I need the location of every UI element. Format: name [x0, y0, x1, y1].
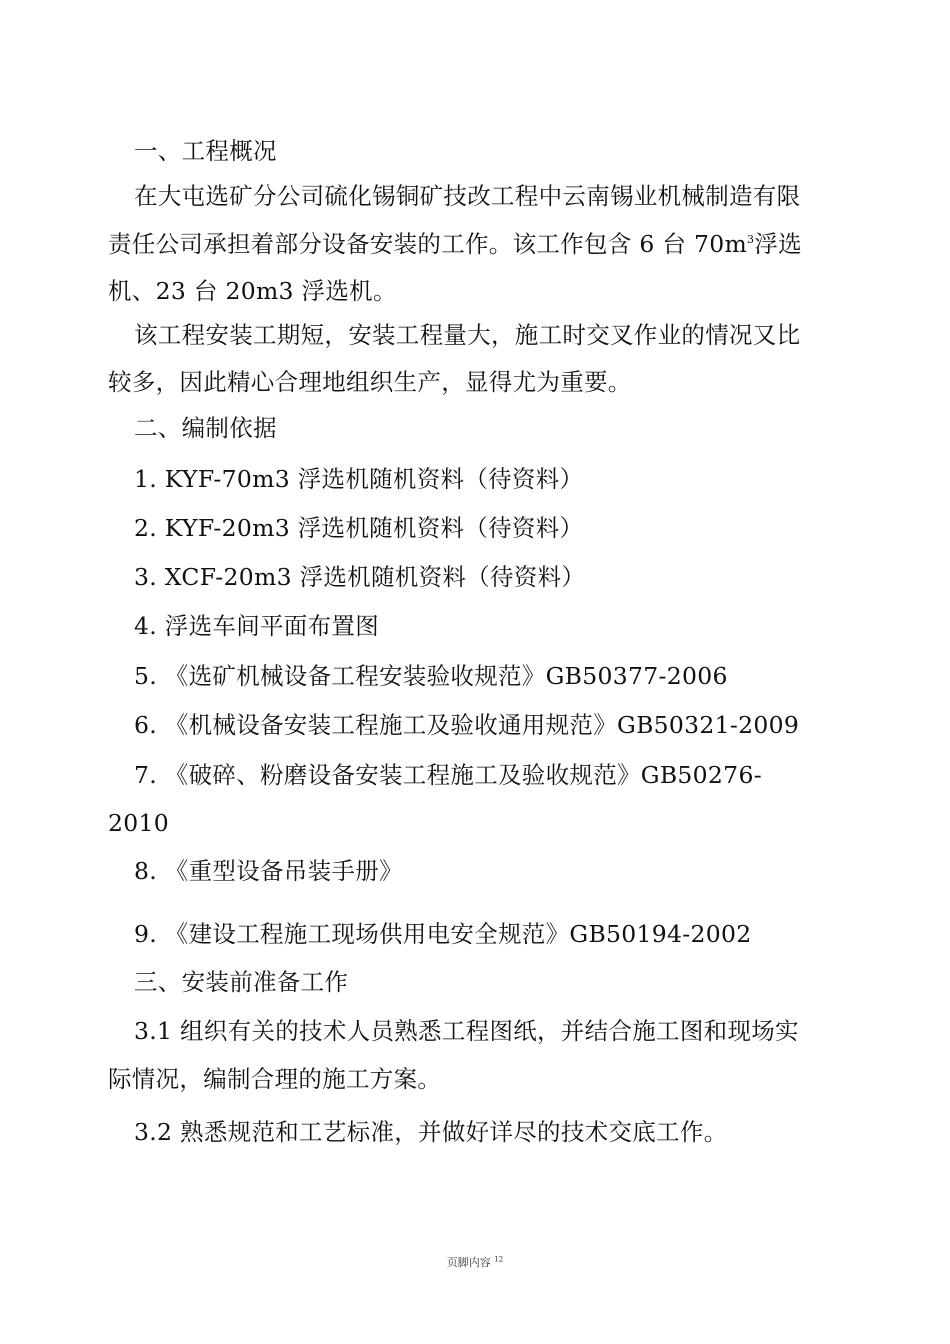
- section-heading-2: 二、编制依据: [134, 414, 277, 442]
- item-3-1-line-1: 3.1 组织有关的技术人员熟悉工程图纸，并结合施工图和现场实: [134, 1017, 799, 1045]
- reference-item-8: 8. 《重型设备吊装手册》: [134, 857, 403, 885]
- page-footer: [0, 1254, 950, 1270]
- reference-item-7: 7. 《破碎、粉磨设备安装工程施工及验收规范》GB50276-: [134, 761, 762, 789]
- superscript-3: 3: [747, 233, 755, 247]
- paragraph-1-line-2: [108, 230, 802, 258]
- item-3-1-line-2: 际情况，编制合理的施工方案。: [108, 1065, 442, 1093]
- paragraph-2-line-1: 该工程安装工期短，安装工程量大，施工时交叉作业的情况又比: [134, 321, 801, 349]
- footer-label: 页脚内容: [446, 1256, 491, 1269]
- reference-item-4: 4. 浮选车间平面布置图: [134, 612, 379, 640]
- paragraph-2-line-2: 较多，因此精心合理地组织生产，显得尤为重要。: [108, 368, 632, 396]
- paragraph-1-line-1: 在大屯选矿分公司硫化锡铜矿技改工程中云南锡业机械制造有限: [134, 182, 801, 210]
- reference-item-5: 5. 《选矿机械设备工程安装验收规范》GB50377-2006: [134, 662, 728, 690]
- page-number: 12: [494, 1255, 504, 1264]
- reference-item-1: 1. KYF-70m3 浮选机随机资料（待资料）: [134, 465, 584, 493]
- paragraph-1-line-2-text: 责任公司承担着部分设备安装的工作。该工作包含 6 台 70m: [108, 230, 748, 258]
- reference-item-7-continued: 2010: [108, 809, 170, 837]
- paragraph-1-line-2-tail: 浮选: [754, 230, 802, 258]
- reference-item-6: 6. 《机械设备安装工程施工及验收通用规范》GB50321-2009: [134, 711, 800, 739]
- paragraph-1-line-3: 机、23 台 20m3 浮选机。: [108, 277, 397, 305]
- reference-item-2: 2. KYF-20m3 浮选机随机资料（待资料）: [134, 514, 584, 542]
- reference-item-3: 3. XCF-20m3 浮选机随机资料（待资料）: [134, 563, 586, 591]
- section-heading-1: 一、工程概况: [134, 137, 277, 165]
- item-3-2: 3.2 熟悉规范和工艺标准，并做好详尽的技术交底工作。: [134, 1118, 728, 1146]
- section-heading-3: 三、安装前准备工作: [134, 968, 349, 996]
- reference-item-9: 9. 《建设工程施工现场供用电安全规范》GB50194-2002: [134, 920, 752, 948]
